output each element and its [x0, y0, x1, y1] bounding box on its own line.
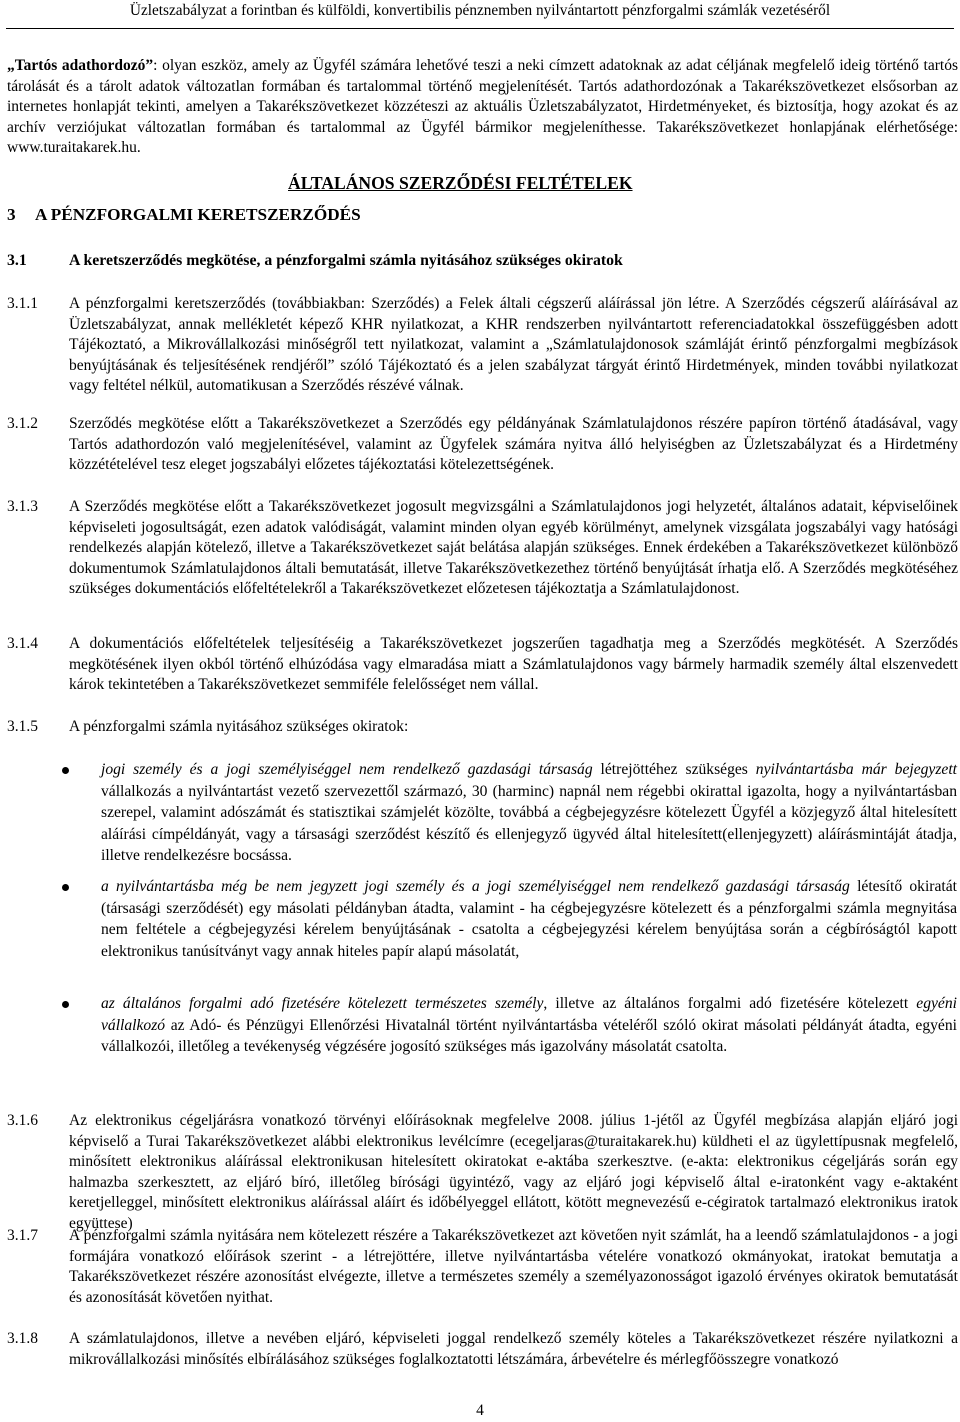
subsection-heading — [7, 251, 623, 271]
chapter-heading — [7, 204, 361, 226]
bullet-text: az általános forgalmi adó fizetésére kötelezett természetes személy, illetve az általános forgalmi adó fizetésére kötelezett egyéni vállalkozó az Adó- és Pénzügyi Ellenőrzési Hivatalnál történt nyilvántartásba vételéről szóló okirat másolati példányát átadta, egyéni vállalkozói, illetőleg a tevékenység végzésére jogosító szükséges más igazolvány másolatát csatolta. — [101, 995, 957, 1056]
header-divider — [6, 28, 954, 29]
clause-3-1-3 — [7, 497, 958, 600]
clause-3-1-4 — [7, 634, 958, 696]
intro-paragraph — [7, 56, 958, 159]
clause-3-1-1 — [7, 294, 958, 397]
requirement-bullet — [62, 876, 957, 962]
clause-3-1-7 — [7, 1226, 958, 1308]
clause-number: 3.1.4 — [7, 635, 38, 652]
clause-text: A pénzforgalmi számla nyitására nem kötelezett részére a Takarékszövetkezet azt követően nyit számlát, ha a leendő számlatulajdonos - a jogi formájára vonatkozó előírások szerint - a létrejöttére, illetve nyilvántartásba vételére vonatkozó okmányokat, iratokat bemutatja a Takarékszövetkezet részére azonosítást elvégezte, illetve a természetes személy a személyazonosságot igazoló érvényes okiratok bemutatását és azonosítását követően nyithat. — [69, 1227, 958, 1306]
clause-text: A dokumentációs előfeltételek teljesítéséig a Takarékszövetkezet jogszerűen tagadhatja meg a Szerződés megkötését. A Szerződés megkötésének ilyen okból történő elhúzódása vagy elmaradása miatt a Számlatulajdonos vagy bármely harmadik személy által elszenvedett károk tekintetében a Takarékszövetkezet semmiféle felelősséget nem vállal. — [69, 635, 958, 694]
clause-3-1-8 — [7, 1329, 958, 1370]
clause-number: 3.1.7 — [7, 1227, 38, 1244]
bullet-text: a nyilvántartásba még be nem jegyzett jogi személy és a jogi személyiséggel nem rendelkező gazdasági társaság létesítő okiratát (társasági szerződését) egy másolati példányban átadta, valamint - ha cégbejegyzésre kötelezett és a pénzforgalmi számla megnyitása nem feltétele a cégbejegyzési kérelem benyújtásának - csatolta a cégbejegyzési kérelem benyújtása során a cégbíróságtól kapott elektronikus tanúsítványt vagy annak hiteles papír alapú másolatát, — [101, 878, 957, 960]
page-number: 4 — [476, 1402, 484, 1419]
clause-3-1-5 — [7, 717, 958, 738]
bullet-dot — [62, 1001, 69, 1008]
requirement-bullet — [62, 993, 957, 1058]
subsection-title: A keretszerződés megkötése, a pénzforgalmi számla nyitásához szükséges okiratok — [69, 252, 623, 269]
clause-text: Az elektronikus cégeljárásra vonatkozó törvényi előírásoknak megfelelve 2008. július 1-jétől az Ügyfél megbízása alapján eljáró jogi képviselő a Turai Takarékszövetkezet alábbi elektronikus levélcímre (ecegeljaras@turaitakarek.hu) küldheti el az ügylettípusnak megfelelő, minősített elektronikus aláírással elektronikusan hitelesített okiratokat e-aktába szerkesztve. (e-akta: elektronikus cégeljárás során egy halmazba szerkesztett, az eljáró bíró, illetőleg bírósági ügyintéző, vagy az eljáró jogi képviselő által e-iratonként vagy e-aktaként keretjelleggel, minősített elektronikus aláírással aláírt és időbélyeggel ellátott, kötött megnevezésű e-cégiratok tartalmazó elektronikus iratok együttese) — [69, 1112, 958, 1232]
bullet-dot — [62, 884, 69, 891]
clause-text: A Szerződés megkötése előtt a Takarékszövetkezet jogosult megvizsgálni a Számlatulajdonos jogi helyzetét, általános adatait, képviselőinek képviseleti jogosultságát, ezen adatok valódiságát, valamint minden olyan egyéb körülményt, amelynek vizsgálata jogszabályi vagy hatósági rendelkezés alapján kötelező, illetve a Takarékszövetkezet saját belátása alapján szükséges. Ennek érdekében a Takarékszövetkezet különböző dokumentumok Számlatulajdonos általi bemutatását, illetve Takarékszövetkezethez történő benyújtását írhatja elő. A Szerződés megkötéséhez szükséges dokumentációs előfeltételekről a Takarékszövetkezet előzetesen tájékoztatja a Számlatulajdonost. — [69, 498, 958, 598]
chapter-number: 3 — [7, 205, 16, 224]
section-title: ÁLTALÁNOS SZERZŐDÉSI FELTÉTELEK — [288, 173, 633, 193]
clause-3-1-6 — [7, 1111, 958, 1235]
bullet-dot — [62, 767, 69, 774]
page-header: Üzletszabályzat a forintban és külföldi, konvertibilis pénznemben nyilvántartott pénzforgalmi számlák vezetéséről — [129, 2, 831, 19]
clause-number: 3.1.3 — [7, 498, 38, 515]
bullet-text: jogi személy és a jogi személyiséggel nem rendelkező gazdasági társaság létrejöttéhez szükséges nyilvántartásba már bejegyzett vállalkozás a nyilvántartást vezető szervezettől származó, 30 (harminc) napnál nem régebbi okirattal igazolta, hogy a nyilvántartásban szerepel, valamint adószámát és statisztikai számjelét közölte, továbbá a cégbejegyzésre kötelezett Ügyfél a közjegyző által hitelesített aláírási címpéldányát, vagy a társasági szerződést készítő és ellenjegyző ügyvéd által hitelesített(ellenjegyzett) aláírásmintáját átadja, illetve rendelkezésre bocsássa. — [101, 761, 957, 865]
intro-term: „Tartós adathordozó” — [7, 57, 154, 74]
clause-number: 3.1.5 — [7, 718, 38, 735]
clause-number: 3.1.1 — [7, 295, 38, 312]
clause-text: Szerződés megkötése előtt a Takarékszövetkezet a Szerződés egy példányának Számlatulajdonos részére papíron történő átadásával, vagy Tartós adathordozón való megjelenítésével, valamint az Ügyfelek számára nyitva álló helyiségben az Üzletszabályzat és a Hirdetmény közzétételével tesz eleget jogszabályi előzetes tájékoztatási kötelezettségének. — [69, 415, 958, 474]
clause-text: A számlatulajdonos, illetve a nevében eljáró, képviseleti joggal rendelkező személy köteles a Takarékszövetkezet részére nyilatkozni a mikrovállalkozási minősítés elbírálásához szükséges foglalkoztatotti létszámára, árbevételre és mérlegfőösszegre vonatkozó — [69, 1330, 958, 1368]
clause-text: A pénzforgalmi számla nyitásához szükséges okiratok: — [69, 718, 409, 735]
clause-number: 3.1.6 — [7, 1112, 38, 1129]
clause-3-1-2 — [7, 414, 958, 476]
intro-text: : olyan eszköz, amely az Ügyfél számára lehetővé teszi a neki címzett adatoknak az adat céljának megfelelő ideig történő tartós tárolását és a tárolt adatok változatlan formában és tartalommal történő megjelenítését. Tartós adathordozónak a Takarékszövetkezet elsősorban az internetes honlapját tekinti, amelyen a Takarékszövetkezet közzéteszi az aktuális Üzletszabályzatot, Hirdetményeket, és biztosítja, hogy azokat és az archív verziójukat változatlan formában és tartalommal az Ügyfél bármikor megjeleníthesse. Takarékszövetkezet honlapjának elérhetősége: www.turaitakarek.hu. — [7, 57, 958, 157]
requirement-bullet — [62, 759, 957, 867]
clause-number: 3.1.8 — [7, 1330, 38, 1347]
clause-text: A pénzforgalmi keretszerződés (továbbiakban: Szerződés) a Felek általi cégszerű aláírással jön létre. A Szerződés cégszerű aláírásával az Üzletszabályzat, annak mellékletét képező KHR nyilatkozat, a KHR rendszerben nyilvántartott referenciadatokkal összefüggésben adott Tájékoztató, a Mikrovállalkozási minőségről tett nyilatkozat, valamint a „Számlatulajdonosok számláját érintő pénzforgalmi megbízások benyújtásának és teljesítésének rendjéről” szóló Tájékoztató és a jelen szabályzat tárgyát érintő Hirdetmények, minden további nyilatkozat vagy feltétel nélkül, automatikusan a Szerződés részévé válnak. — [69, 295, 958, 395]
clause-number: 3.1.2 — [7, 415, 38, 432]
chapter-title: A PÉNZFORGALMI KERETSZERZŐDÉS — [35, 205, 361, 224]
subsection-number: 3.1 — [7, 252, 27, 269]
